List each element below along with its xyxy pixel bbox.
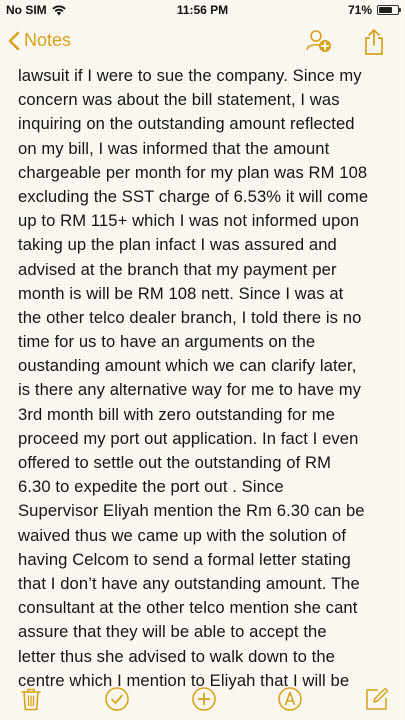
note-line: taking up the plan infact I was assured and — [18, 235, 337, 255]
add-people-button[interactable] — [304, 28, 332, 59]
carrier-label: No SIM — [6, 3, 47, 17]
note-line: 3rd month bill with zero outstanding for me — [18, 404, 335, 424]
note-line: month is will be RM 108 nett. Since I was at — [18, 283, 344, 303]
note-line: oustanding amount which we can clarify later, — [18, 356, 357, 376]
note-line: the other telco dealer branch, I told there is no — [18, 307, 362, 327]
note-line: is there any alternative way for me to have my — [18, 380, 362, 400]
note-line: Supervisor Eliyah mention the Rm 6.30 can be — [18, 501, 365, 521]
note-line: letter thus she advised to walk down to the — [18, 646, 335, 666]
status-time: 11:56 PM — [176, 3, 229, 17]
chevron-left-icon — [8, 31, 20, 51]
note-line: consultant at the other telco mention she cant — [18, 598, 358, 618]
add-people-icon — [304, 28, 332, 54]
share-icon — [364, 28, 384, 56]
note-line: chargeable per month for my plan was RM 108 — [18, 162, 368, 182]
delete-button[interactable] — [16, 684, 46, 714]
checklist-icon — [104, 686, 130, 712]
trash-icon — [21, 687, 41, 711]
bottom-toolbar — [0, 676, 405, 720]
note-line: concern was about the bill statement, I was — [18, 90, 340, 110]
note-line: time for us to have an arguments on the — [18, 332, 316, 352]
note-body[interactable] — [18, 64, 390, 693]
note-line: assure that they will be able to accept the — [18, 622, 327, 642]
note-line: on my bill, I was informed that the amount — [18, 138, 330, 158]
battery-icon — [377, 5, 399, 15]
note-line: offered to settle out the outstanding of RM — [18, 453, 332, 472]
share-button[interactable] — [364, 28, 384, 61]
checklist-button[interactable] — [102, 684, 132, 714]
add-attachment-button[interactable] — [189, 684, 219, 714]
compose-button[interactable] — [362, 684, 392, 714]
markup-button[interactable] — [275, 684, 305, 714]
note-line: excluding the SST charge of 6.53% it will come — [18, 186, 369, 206]
note-line: inquiring on the outstanding amount reflected — [18, 114, 355, 134]
compose-icon — [364, 686, 390, 712]
nav-bar — [0, 20, 405, 66]
back-button-label: Notes — [24, 30, 72, 50]
note-line: that I don’t have any outstanding amount. The — [18, 573, 360, 593]
note-line: up to RM 115+ which I was not informed upon — [18, 211, 360, 231]
note-line: waived thus we came up with the solution of — [18, 525, 347, 545]
plus-circle-icon — [191, 686, 217, 712]
battery-fill — [379, 7, 392, 13]
note-line: centre which I mention to Eliyah that I will be — [18, 670, 350, 690]
note-line: 6.30 to expedite the port out . Since — [18, 477, 284, 497]
markup-pen-icon — [277, 686, 303, 712]
status-right — [348, 3, 399, 17]
back-button[interactable] — [8, 30, 71, 51]
battery-percent: 71% — [347, 3, 372, 17]
note-line: advised at the branch that my payment per — [18, 259, 337, 279]
note-line: proceed my port out application. In fact I even — [18, 428, 359, 448]
note-line: having Celcom to send a formal letter stating — [18, 549, 351, 569]
status-bar — [0, 0, 405, 20]
note-line: lawsuit if I were to sue the company. Since my — [18, 66, 362, 85]
